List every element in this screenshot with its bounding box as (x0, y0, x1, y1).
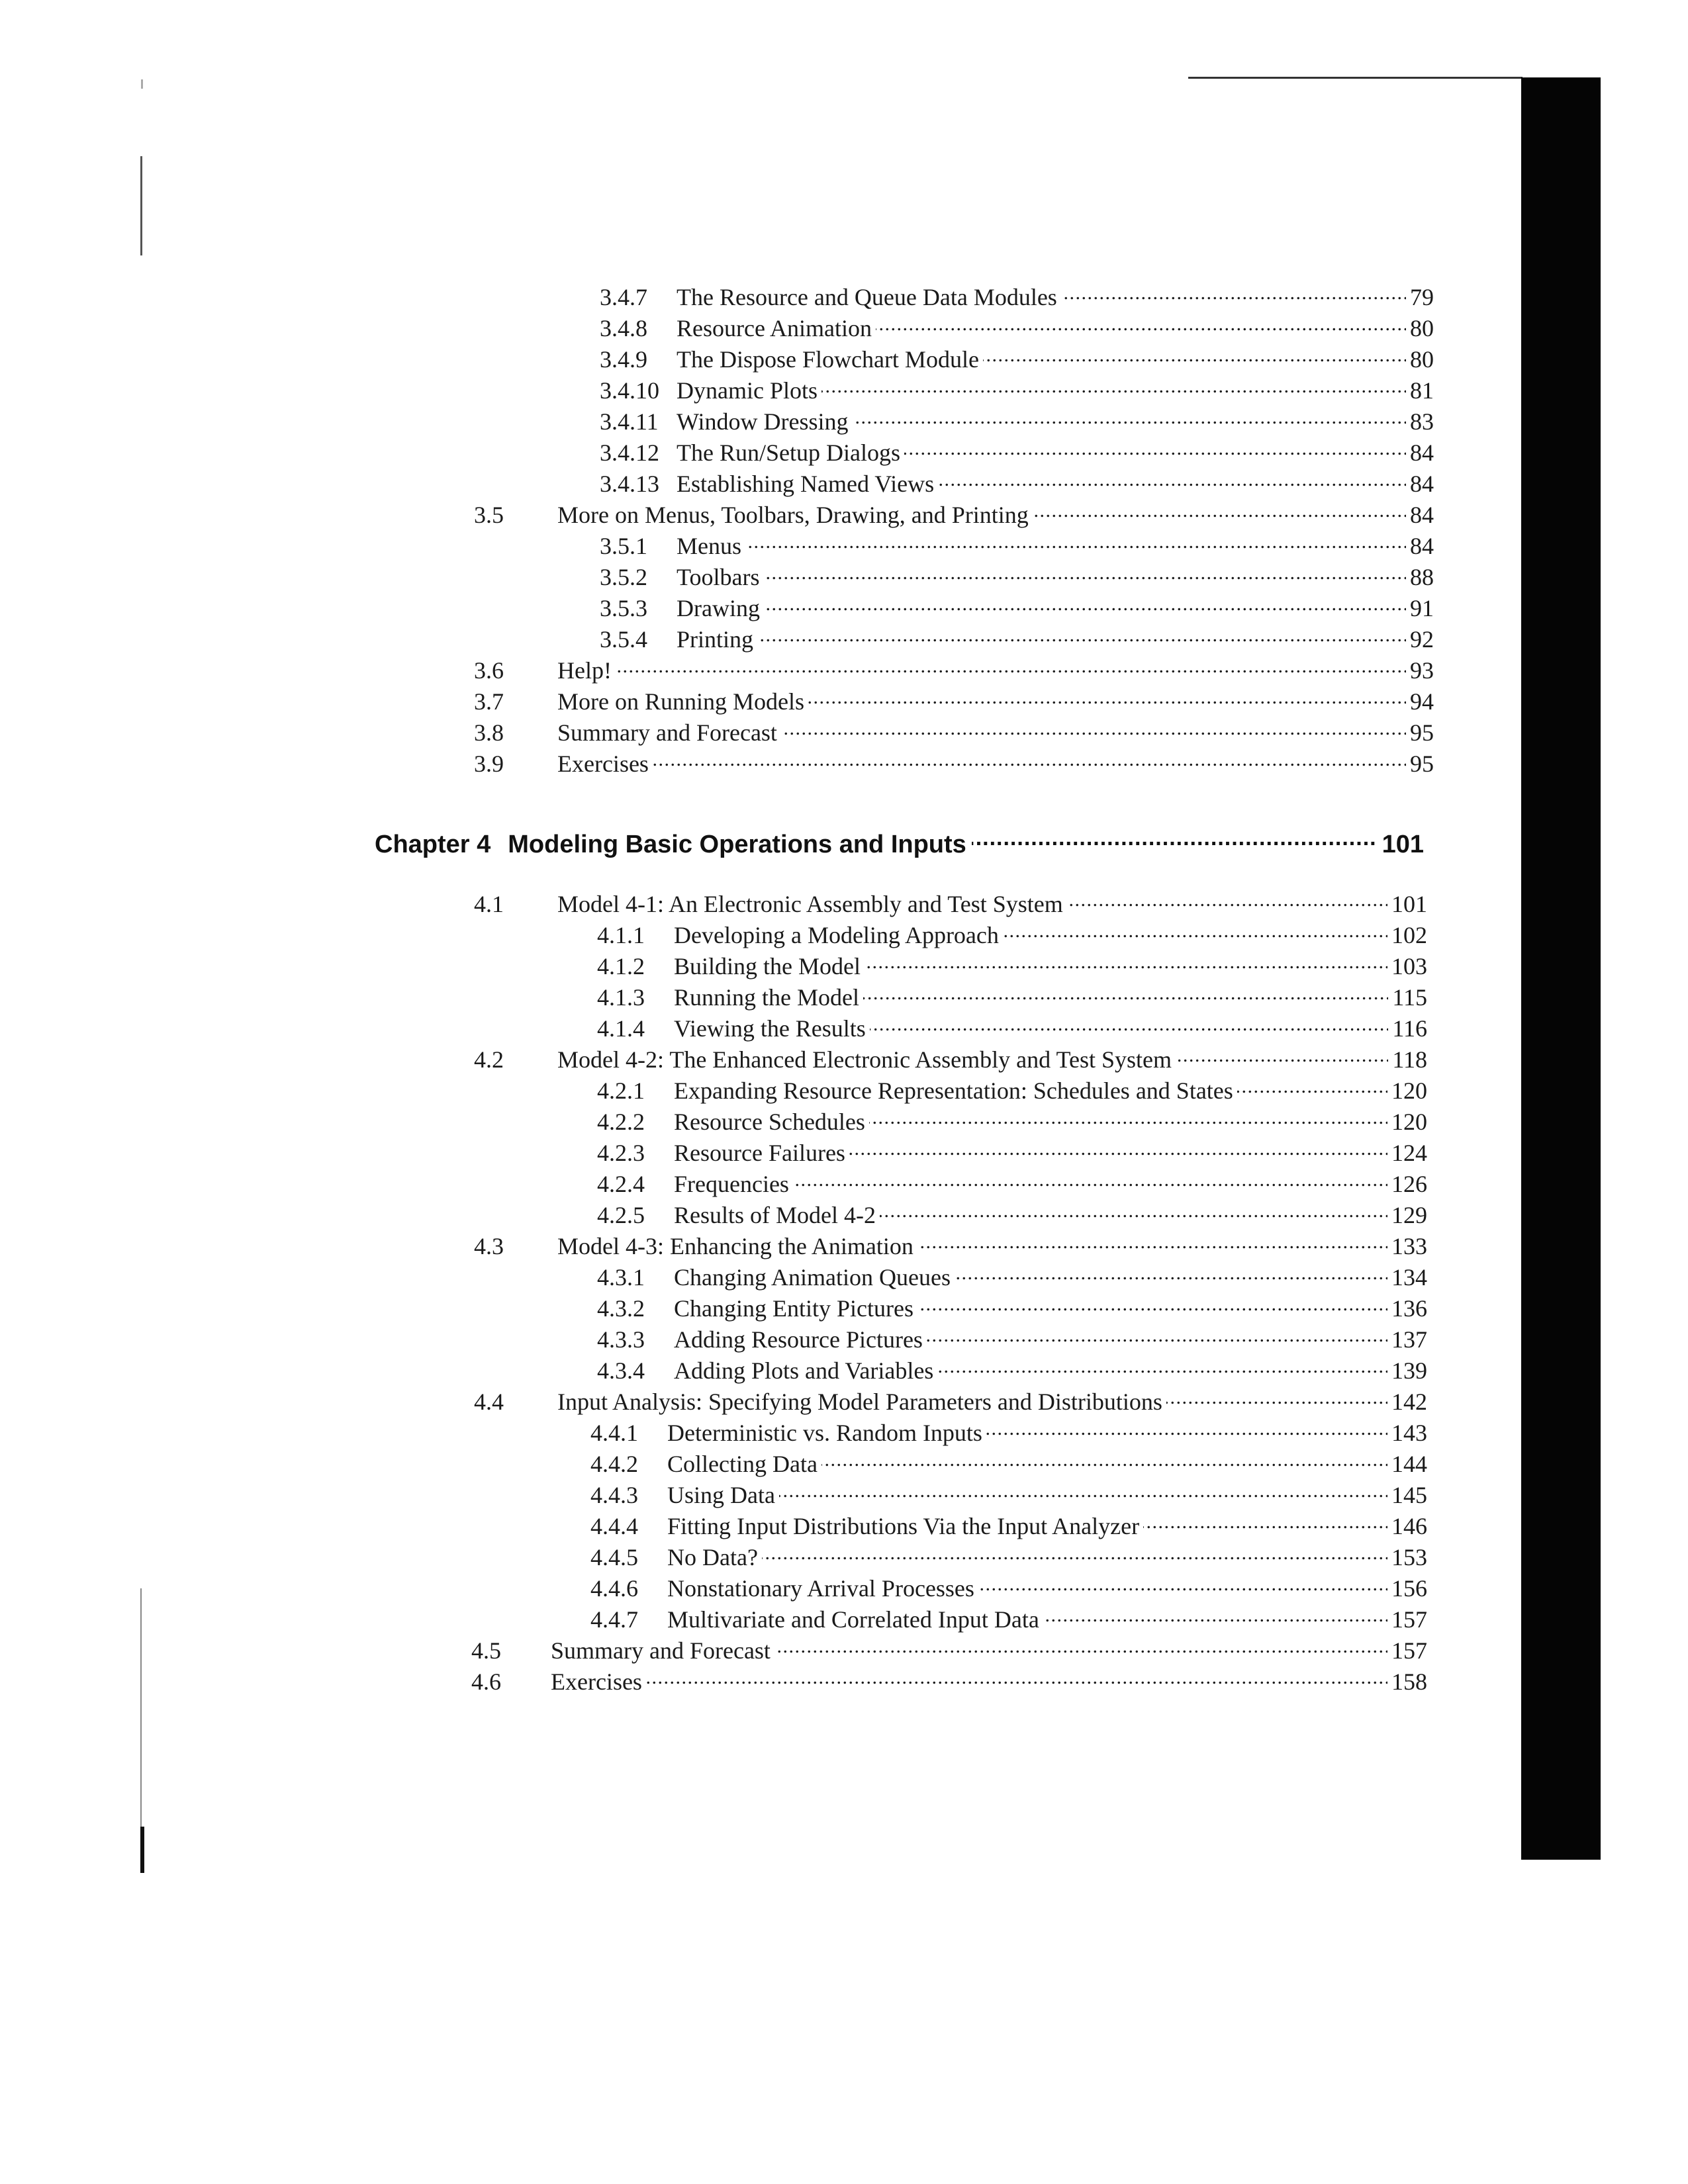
toc-entry-page: 93 (1410, 657, 1434, 684)
toc-entry-title: Expanding Resource Representation: Schedules and States (674, 1077, 1233, 1104)
toc-entry-number: 3.4.8 (600, 315, 647, 341)
toc-entry-number: 4.1.2 (597, 953, 645, 979)
dot-leader (978, 1565, 1387, 1596)
toc-entry-page: 143 (1391, 1420, 1427, 1446)
toc-entry-title: Drawing (677, 595, 760, 621)
toc-entry-page: 157 (1391, 1637, 1427, 1664)
dot-leader (821, 1440, 1387, 1472)
toc-entry-number: 4.2.2 (597, 1109, 645, 1135)
toc-entry-title: Dynamic Plots (677, 377, 818, 404)
toc-entry-title: Changing Animation Queues (674, 1264, 951, 1291)
toc-entry-number: 3.7 (474, 688, 504, 715)
toc-entry-number: 4.1.4 (597, 1015, 645, 1042)
toc-entry-page: 133 (1391, 1233, 1427, 1259)
toc-entry (590, 1502, 1427, 1539)
toc-entry-title: Using Data (667, 1482, 775, 1508)
toc-entry-title: More on Menus, Toolbars, Drawing, and Printing (557, 502, 1029, 528)
dot-leader (853, 398, 1406, 430)
toc-entry-title: Multivariate and Correlated Input Data (667, 1606, 1039, 1633)
toc-entry-title: The Run/Setup Dialogs (677, 439, 900, 466)
toc-entry (600, 584, 1434, 621)
toc-entry-title: Deterministic vs. Random Inputs (667, 1420, 982, 1446)
toc-entry-number: 4.6 (471, 1668, 501, 1695)
toc-entry-page: 80 (1410, 346, 1434, 373)
dot-leader (938, 460, 1406, 492)
toc-entry (590, 1565, 1427, 1602)
dot-leader (1067, 880, 1387, 912)
dot-leader (972, 813, 1377, 852)
toc-entry-page: 92 (1410, 626, 1434, 653)
toc-entry-title: Resource Schedules (674, 1109, 865, 1135)
toc-entry-number: 3.4.13 (600, 471, 659, 497)
toc-entry-title: Summary and Forecast (557, 719, 777, 746)
dot-leader (1176, 1036, 1388, 1068)
toc-entry-page: 84 (1410, 533, 1434, 559)
dot-leader (762, 1533, 1387, 1565)
toc-entry (471, 1658, 1427, 1695)
toc-entry-page: 88 (1410, 564, 1434, 590)
toc-entry-title: Window Dressing (677, 408, 849, 435)
toc-entry-title: Nonstationary Arrival Processes (667, 1575, 974, 1602)
toc-entry (474, 1036, 1427, 1073)
toc-entry-page: 129 (1391, 1202, 1427, 1228)
dot-leader (927, 1316, 1387, 1347)
dot-leader (849, 1129, 1387, 1161)
dot-leader (863, 974, 1388, 1005)
dot-leader (1061, 273, 1406, 305)
toc-entry-number: 3.4.12 (600, 439, 659, 466)
toc-entry-title: Model 4-3: Enhancing the Animation (557, 1233, 914, 1259)
toc-entry-page: 156 (1391, 1575, 1427, 1602)
toc-entry-title: Building the Model (674, 953, 861, 979)
toc-entry-title: The Resource and Queue Data Modules (677, 284, 1057, 310)
toc-entry (597, 1160, 1427, 1197)
toc-entry (590, 1596, 1427, 1633)
toc-entry-number: 4.2 (474, 1046, 504, 1073)
dot-leader (955, 1253, 1387, 1285)
toc-entry (597, 1347, 1427, 1384)
toc-entry-page: 158 (1391, 1668, 1427, 1695)
dot-leader (986, 1409, 1387, 1441)
toc-entry-page: 146 (1391, 1513, 1427, 1539)
dot-leader (917, 1222, 1387, 1254)
dot-leader (1166, 1378, 1387, 1410)
toc-entry (600, 398, 1434, 435)
dot-leader (917, 1285, 1387, 1316)
toc-entry-page: 95 (1410, 751, 1434, 777)
toc-entry-title: Establishing Named Views (677, 471, 935, 497)
dot-leader (937, 1347, 1387, 1379)
toc-entry-number: 3.5 (474, 502, 504, 528)
toc-entry-title: Fitting Input Distributions Via the Input Analyzer (667, 1513, 1140, 1539)
toc-entry-page: 126 (1391, 1171, 1427, 1197)
toc-entry (600, 460, 1434, 497)
toc-entry (600, 615, 1434, 653)
toc-entry-number: 3.4.10 (600, 377, 659, 404)
dot-leader (763, 553, 1406, 585)
toc-entry (597, 1191, 1427, 1228)
dot-leader (1043, 1596, 1387, 1627)
toc-entry-title: Resource Animation (677, 315, 872, 341)
dot-leader (774, 1627, 1387, 1659)
toc-entry-number: 4.1 (474, 891, 504, 917)
toc-entry (597, 1253, 1427, 1291)
toc-entry-number: 4.2.1 (597, 1077, 645, 1104)
toc-entry-title: The Dispose Flowchart Module (677, 346, 979, 373)
toc-entry (474, 880, 1427, 917)
chapter-label: Chapter 4 (375, 831, 491, 858)
toc-entry-title: Model 4-2: The Enhanced Electronic Assembly and Test System (557, 1046, 1172, 1073)
toc-entry-number: 4.2.5 (597, 1202, 645, 1228)
toc-entry-title: Resource Failures (674, 1140, 845, 1166)
toc-entry (590, 1409, 1427, 1446)
toc-entry-page: 103 (1391, 953, 1427, 979)
chapter-heading (375, 813, 1424, 858)
toc-entry-number: 4.4.1 (590, 1420, 638, 1446)
toc-entry-page: 79 (1410, 284, 1434, 310)
toc-entry-title: Input Analysis: Specifying Model Parameters and Distributions (557, 1388, 1162, 1415)
toc-entry-title: Changing Entity Pictures (674, 1295, 914, 1322)
dot-leader (781, 709, 1406, 741)
toc-entry (590, 1440, 1427, 1477)
chapter-page: 101 (1382, 831, 1424, 858)
toc-entry-page: 102 (1391, 922, 1427, 948)
toc-entry-title: Adding Resource Pictures (674, 1326, 923, 1353)
toc-entry-page: 134 (1391, 1264, 1427, 1291)
toc-entry-page: 80 (1410, 315, 1434, 341)
toc-entry (597, 942, 1427, 979)
toc-entry-page: 94 (1410, 688, 1434, 715)
dot-leader (1143, 1502, 1387, 1534)
toc-entry-number: 4.3.4 (597, 1357, 645, 1384)
toc-entry-number: 3.5.2 (600, 564, 647, 590)
toc-entry (474, 491, 1434, 528)
toc-entry-number: 4.4.6 (590, 1575, 638, 1602)
toc-entry-number: 4.4.4 (590, 1513, 638, 1539)
toc-entry (600, 336, 1434, 373)
toc-entry-number: 4.3.2 (597, 1295, 645, 1322)
dot-leader (1237, 1067, 1387, 1099)
dot-leader (808, 678, 1406, 709)
toc-entry-title: No Data? (667, 1544, 758, 1570)
toc-entry-page: 145 (1391, 1482, 1427, 1508)
dot-leader (1033, 491, 1406, 523)
toc-entry-number: 4.5 (471, 1637, 501, 1664)
toc-entry (600, 304, 1434, 341)
toc-entry-page: 137 (1391, 1326, 1427, 1353)
toc-entry-title: Exercises (557, 751, 649, 777)
dot-leader (745, 522, 1406, 554)
toc-entry-page: 101 (1391, 891, 1427, 917)
toc-entry-title: Frequencies (674, 1171, 789, 1197)
dot-leader (653, 740, 1406, 772)
toc-entry-title: Developing a Modeling Approach (674, 922, 999, 948)
toc-entry-page: 153 (1391, 1544, 1427, 1570)
toc-entry-page: 115 (1392, 984, 1427, 1011)
toc-entry (600, 367, 1434, 404)
toc-entry (474, 678, 1434, 715)
toc-entry (590, 1471, 1427, 1508)
toc-entry-title: Running the Model (674, 984, 859, 1011)
toc-entry-title: Printing (677, 626, 754, 653)
toc-entry-page: 95 (1410, 719, 1434, 746)
toc-entry (597, 1285, 1427, 1322)
toc-entry-number: 4.4.7 (590, 1606, 638, 1633)
toc-entry (600, 553, 1434, 590)
toc-entry-title: More on Running Models (557, 688, 804, 715)
toc-entry-number: 4.3.3 (597, 1326, 645, 1353)
dot-leader (646, 1658, 1387, 1690)
toc-entry-title: Exercises (551, 1668, 642, 1695)
dot-leader (983, 336, 1406, 367)
dot-leader (1003, 911, 1387, 943)
dot-leader (793, 1160, 1387, 1192)
dot-leader (870, 1005, 1389, 1036)
toc-entry-number: 3.6 (474, 657, 504, 684)
toc-entry-title: Toolbars (677, 564, 760, 590)
toc-entry-number: 4.3.1 (597, 1264, 645, 1291)
toc-entry (600, 273, 1434, 310)
dot-leader (880, 1191, 1387, 1223)
toc-entry (597, 1129, 1427, 1166)
toc-entry (590, 1533, 1427, 1570)
toc-entry-number: 4.1.1 (597, 922, 645, 948)
toc-entry-page: 120 (1391, 1077, 1427, 1104)
toc-entry-number: 3.5.3 (600, 595, 647, 621)
dot-leader (904, 429, 1406, 461)
toc-entry-title: Summary and Forecast (551, 1637, 771, 1664)
toc-entry-number: 4.2.4 (597, 1171, 645, 1197)
toc-entry-number: 4.4.2 (590, 1451, 638, 1477)
toc-entry-number: 4.4 (474, 1388, 504, 1415)
chapter-title: Modeling Basic Operations and Inputs (508, 831, 966, 858)
toc-entry-number: 3.9 (474, 751, 504, 777)
toc-entry (474, 647, 1434, 684)
toc-entry (474, 1378, 1427, 1415)
toc-entry-page: 142 (1391, 1388, 1427, 1415)
toc-entry-title: Help! (557, 657, 612, 684)
toc-entry-title: Menus (677, 533, 741, 559)
toc-entry-page: 144 (1391, 1451, 1427, 1477)
toc-entry-number: 3.4.11 (600, 408, 659, 435)
toc-entry-title: Viewing the Results (674, 1015, 866, 1042)
toc-entry-title: Results of Model 4-2 (674, 1202, 876, 1228)
toc-entry-page: 81 (1410, 377, 1434, 404)
toc-entry-page: 84 (1410, 502, 1434, 528)
dot-leader (821, 367, 1406, 398)
toc-entry (474, 1222, 1427, 1259)
toc-entry-page: 83 (1410, 408, 1434, 435)
toc-entry-title: Adding Plots and Variables (674, 1357, 934, 1384)
toc-entry (597, 911, 1427, 948)
toc-entry-number: 4.1.3 (597, 984, 645, 1011)
dot-leader (616, 647, 1406, 678)
toc-entry-page: 84 (1410, 471, 1434, 497)
toc-entry-number: 3.4.7 (600, 284, 647, 310)
toc-entry-page: 124 (1391, 1140, 1427, 1166)
toc-entry-page: 84 (1410, 439, 1434, 466)
toc-entry-number: 4.3 (474, 1233, 504, 1259)
toc-entry-page: 118 (1392, 1046, 1427, 1073)
dot-leader (869, 1098, 1387, 1130)
toc-entry (474, 709, 1434, 746)
toc-entry-number: 3.8 (474, 719, 504, 746)
toc-entry-page: 139 (1391, 1357, 1427, 1384)
toc-entry-title: Collecting Data (667, 1451, 818, 1477)
toc-entry (600, 522, 1434, 559)
dot-leader (865, 942, 1387, 974)
toc-entry-number: 3.5.1 (600, 533, 647, 559)
toc-entry-number: 4.4.3 (590, 1482, 638, 1508)
toc-entry (600, 429, 1434, 466)
toc-entry (471, 1627, 1427, 1664)
toc-entry-title: Model 4-1: An Electronic Assembly and Test System (557, 891, 1063, 917)
toc-entry-number: 4.4.5 (590, 1544, 638, 1570)
toc-entry-page: 120 (1391, 1109, 1427, 1135)
toc-entry-page: 136 (1391, 1295, 1427, 1322)
toc-entry-page: 116 (1392, 1015, 1427, 1042)
toc-entry (597, 1098, 1427, 1135)
toc-entry (597, 1067, 1427, 1104)
toc-entry-page: 157 (1391, 1606, 1427, 1633)
dot-leader (757, 615, 1406, 647)
toc-entry-number: 3.4.9 (600, 346, 647, 373)
toc-entry (597, 1005, 1427, 1042)
dot-leader (764, 584, 1406, 616)
toc-entry (597, 1316, 1427, 1353)
toc-entry (597, 974, 1427, 1011)
dot-leader (779, 1471, 1387, 1503)
toc-entry-page: 91 (1410, 595, 1434, 621)
toc-entry-number: 3.5.4 (600, 626, 647, 653)
toc-entry-number: 4.2.3 (597, 1140, 645, 1166)
dot-leader (876, 304, 1406, 336)
toc-entry (474, 740, 1434, 777)
